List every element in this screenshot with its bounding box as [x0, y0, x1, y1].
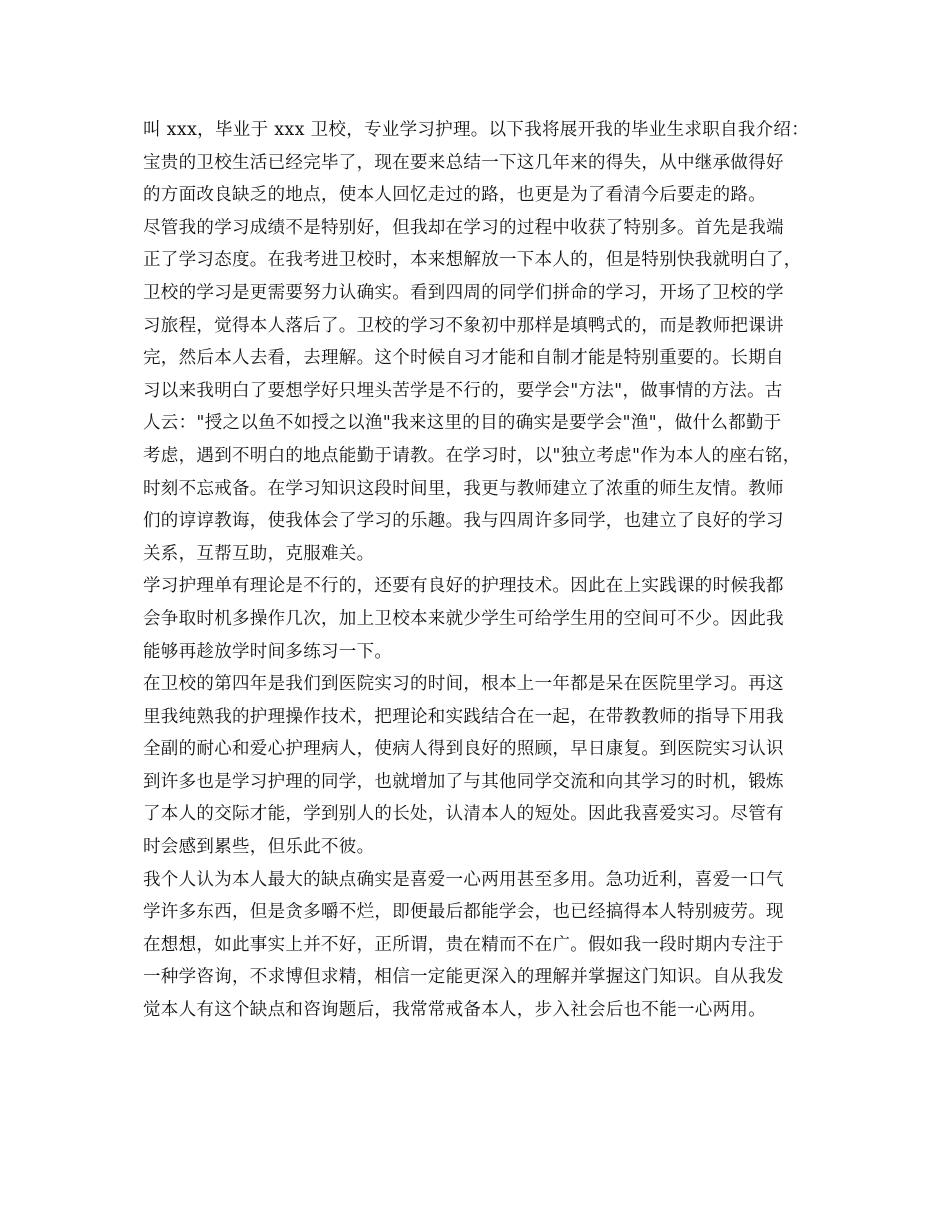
- text-line: 里我纯熟我的护理操作技术，把理论和实践结合在一起，在带教教师的指导下用我: [143, 706, 784, 727]
- text-line: 会争取时机多操作几次，加上卫校本来就少学生可给学生用的空间可不少。因此我: [143, 608, 784, 629]
- text-line: 们的谆谆教诲，使我体会了学习的乐趣。我与四周许多同学，也建立了良好的学习: [143, 511, 784, 532]
- text-line: 学习护理单有理论是不行的，还要有良好的护理技术。因此在上实践课的时候我都: [143, 576, 784, 597]
- text-line: 人云："授之以鱼不如授之以渔"我来这里的目的确实是要学会"渔"，做什么都勤于: [143, 413, 782, 434]
- text-line: 完，然后本人去看，去理解。这个时候自习才能和自制才能是特别重要的。长期自: [143, 348, 784, 369]
- text-line: 学许多东西，但是贪多嚼不烂，即便最后都能学会，也已经搞得本人特别疲劳。现: [143, 902, 784, 923]
- text-line: 正了学习态度。在我考进卫校时，本来想解放一下本人的，但是特别快我就明白了，: [143, 250, 802, 271]
- text-line: 在想想，如此事实上并不好，正所谓，贵在精而不在广。假如我一段时期内专注于: [143, 934, 784, 955]
- text-line: 尽管我的学习成绩不是特别好，但我却在学习的过程中收获了特别多。首先是我端: [143, 217, 784, 238]
- text-line: 关系，互帮互助，克服难关。: [143, 543, 375, 564]
- text-line: 卫校的学习是更需要努力认确实。看到四周的同学们拼命的学习，开场了卫校的学: [143, 282, 784, 303]
- document-body: [143, 114, 823, 1027]
- text-line: 叫 xxx，毕业于 xxx 卫校，专业学习护理。以下我将展开我的毕业生求职自我介绍：: [143, 120, 810, 140]
- text-line: 宝贵的卫校生活已经完毕了，现在要来总结一下这几年来的得失，从中继承做得好: [143, 152, 784, 173]
- text-line: 觉本人有这个缺点和咨询题后，我常常戒备本人，步入社会后也不能一心两用。: [143, 1000, 766, 1021]
- text-line: 时会感到累些，但乐此不彼。: [143, 837, 375, 858]
- text-line: 到许多也是学习护理的同学，也就增加了与其他同学交流和向其学习的时机，锻炼: [143, 771, 784, 792]
- text-line: 习旅程，觉得本人落后了。卫校的学习不象初中那样是填鸭式的，而是教师把课讲: [143, 315, 784, 336]
- text-line: 考虑，遇到不明白的地点能勤于请教。在学习时，以"独立考虑"作为本人的座右铭，: [143, 445, 801, 466]
- text-line: 在卫校的第四年是我们到医院实习的时间，根本上一年都是呆在医院里学习。再这: [143, 674, 784, 695]
- text-line: 一种学咨询，不求博但求精，相信一定能更深入的理解并掌握这门知识。自从我发: [143, 967, 784, 988]
- text-line: 时刻不忘戒备。在学习知识这段时间里，我更与教师建立了浓重的师生友情。教师: [143, 478, 784, 499]
- text-line: 我个人认为本人最大的缺点确实是喜爱一心两用甚至多用。急功近利，喜爱一口气: [143, 869, 784, 890]
- text-line: 全副的耐心和爱心护理病人，使病人得到良好的照顾，早日康复。到医院实习认识: [143, 739, 784, 760]
- text-line: 了本人的交际才能，学到别人的长处，认清本人的短处。因此我喜爱实习。尽管有: [143, 804, 784, 825]
- text-line: 的方面改良缺乏的地点，使本人回忆走过的路，也更是为了看清今后要走的路。: [143, 185, 766, 206]
- text-line: 能够再趁放学时间多练习一下。: [143, 641, 393, 662]
- text-line: 习以来我明白了要想学好只埋头苦学是不行的，要学会"方法"，做事情的方法。古: [143, 380, 783, 401]
